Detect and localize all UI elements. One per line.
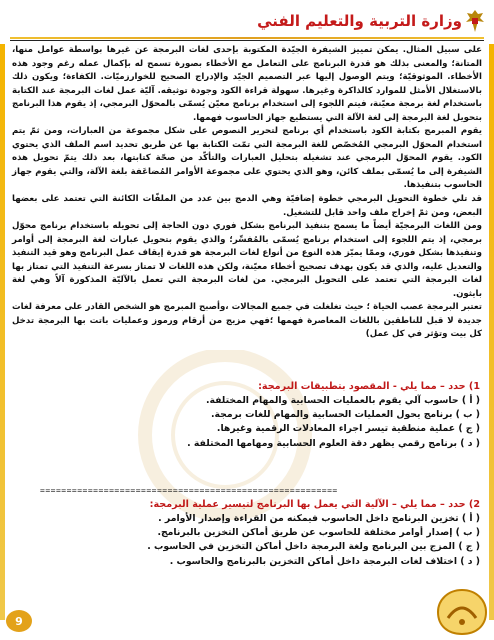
question-2-options bbox=[12, 512, 480, 569]
option-a[interactable]: ( أ ) حاسوب آلي يقوم بالعمليات الحسابية والمهام المختلفة. bbox=[205, 395, 480, 406]
option-c[interactable]: ( ج ) عملية منطقية تيسر اجراء المعادلات الرقمية وغيرها. bbox=[216, 423, 480, 435]
ministry-title: وزارة التربية والتعليم الفني bbox=[257, 12, 462, 30]
question-1-title: 1) حدد – مما يلي - المقصود بتطبيقات البرمجة: bbox=[258, 381, 480, 392]
option-d[interactable]: ( د ) اختلاف لغات البرمجة داخل أماكن التخزين بالبرنامج والحاسوب . bbox=[169, 555, 480, 567]
page-number: 9 bbox=[15, 614, 23, 628]
paragraph: يقوم المبرمج بكتابة الكود باستخدام أي برنامج لتحرير النصوص على شكل مجموعة من العبارات، ومن ثمّ يتم استخدام المحوّل البرمجي المُخصّص للغة البرمجة التي تمّت الكتابة بها عن طريق تحديد اسم الملف الذي يحتوي الكود. يقوم المحوّل البرمجي عند تشغيله بتحليل العبارات والتأكّد من صحّة كتابتها، بعد ذلك يتمّ تحويل هذه الشيفرة إلى ما يُسمّى بملف كائن، وهو الذي يحتوي على مجموعة الأوامر المُضاعَفة بلغة الآلة، والتي يقوم جهاز الحاسوب بتنفيذها. bbox=[12, 126, 482, 191]
header-gold-rule bbox=[10, 37, 484, 39]
paragraph: قد تلي خطوة التحويل البرمجي خطوة إضافيّة وهي الدمج بين عدد من الملفّات الكائنة التي تعتمد على بعضها البعض، ومن ثمّ إخراج ملف واحد قابل للتشغيل. bbox=[12, 194, 482, 218]
question-2-title: 2) حدد – مما يلي – الآلية التي يعمل بها البرنامج لتيسير عملية البرمجة: bbox=[149, 499, 480, 510]
question-2 bbox=[12, 498, 480, 569]
eagle-emblem-icon bbox=[464, 8, 486, 34]
right-border bbox=[489, 44, 494, 620]
left-border bbox=[0, 44, 5, 620]
paragraph: تعتبر البرمجة عصب الحياة ؛ حيث تغلغلت في جميع المجالات ،وأصبح المبرمج هو الشخص القادر على معرفة لغات جديدة لا قبل للناطقين باللغات المعاصرة فهمها ؛فهي مزيج من أرقام ورموز وعمليات باتت بها البرمجة تدخل كل بيت وتؤثر في كل عمل) bbox=[12, 302, 482, 340]
option-a[interactable]: ( أ ) تخزين البرنامج داخل الحاسوب فيمكنه من القراءة وإصدار الأوامر . bbox=[158, 513, 480, 524]
option-b[interactable]: ( ب ) برنامج يحول العمليات الحسابية والمهام للغات برمجة. bbox=[210, 409, 480, 421]
body-text bbox=[12, 44, 482, 342]
option-b[interactable]: ( ب ) إصدار أوامر مختلفة للحاسوب عن طريق أماكن التخزين بالبرنامج. bbox=[157, 527, 480, 539]
paragraph: على سبيل المثال. يمكن تمييز الشيفرة الجيّدة المكتوبة بإحدى لغات البرمجة عن غيرها بواسطة عوامل منها، المتانة؛ والمعنى بذلك هو قدرة البرنامج على التعامل مع الأخطاء بصورة تسمح له بإكمال عمله رغم وجود هذه الأخطاء. الموثوقيّة؛ ويتم الوصول إليها عبر التصميم الجيّد والإدراج الصحيح للخوارزميّات. الكفاءة؛ ويكون ذلك بالاستغلال الأمثل للموارد كالذاكرة وغيرها. سهولة قراءة الكود وجودة توثيقه. آليّة عمل لغات البرمجة عند الكتابة باستخدام لغة برمجة معيّنة، فيتم اللجوء إلى استخدام برنامج معيّن يُسمّى بالمحوّل البرمجي، إذ يقوم هذا البرنامج بتحويل لغة البرمجة إلى لغة الآلة التي يستطيع جهاز الحاسوب فهمها. bbox=[12, 45, 482, 123]
option-c[interactable]: ( ج ) المزج بين البرنامج ولغة البرمجة داخل أماكن التخزين في الحاسوب . bbox=[147, 541, 480, 553]
question-1 bbox=[12, 380, 480, 451]
paragraph: ومن اللغات البرمجيّة أيضاً ما يسمح بتنفيذ البرنامج بشكل فوري دون الحاجة إلى تحويله باستخدام برنامج محوّل برمجي، إذ يتم اللجوء إلى استخدام برنامج يُسمّى بالمُفسِّر؛ والذي يقوم بتحويل عبارات لغة البرمجة إلى أوامر وتنفيذها بشكل فوري، وممّا يميّز هذه النوع من أنواع لغات البرمجة هو قدرة إيقاف عمل البرنامج وهو قيد التنفيذ والتعديل عليه، والذي قد يكون بهدف تصحيح أخطاء معيّنة، ولكن هذه اللغات لا تمتاز بسرعة التنفيذ التي تمتاز بها لغات البرمجة التي تعتمد على التحويل البرمجي. من لغات البرمجة التي تعمل بالآليّة المذكورة آلاً وهي لغة بايثون. bbox=[12, 221, 482, 299]
page-header bbox=[6, 2, 488, 40]
question-1-options bbox=[12, 394, 480, 451]
equals-divider: ======================================================== bbox=[40, 486, 338, 495]
arabic-logo-icon bbox=[436, 588, 488, 636]
option-d[interactable]: ( د ) برنامج رقمي يظهر دقة العلوم الحسابية ومهامها المختلفة . bbox=[187, 437, 480, 449]
header-black-rule bbox=[10, 40, 484, 41]
page-number-badge bbox=[6, 610, 32, 632]
